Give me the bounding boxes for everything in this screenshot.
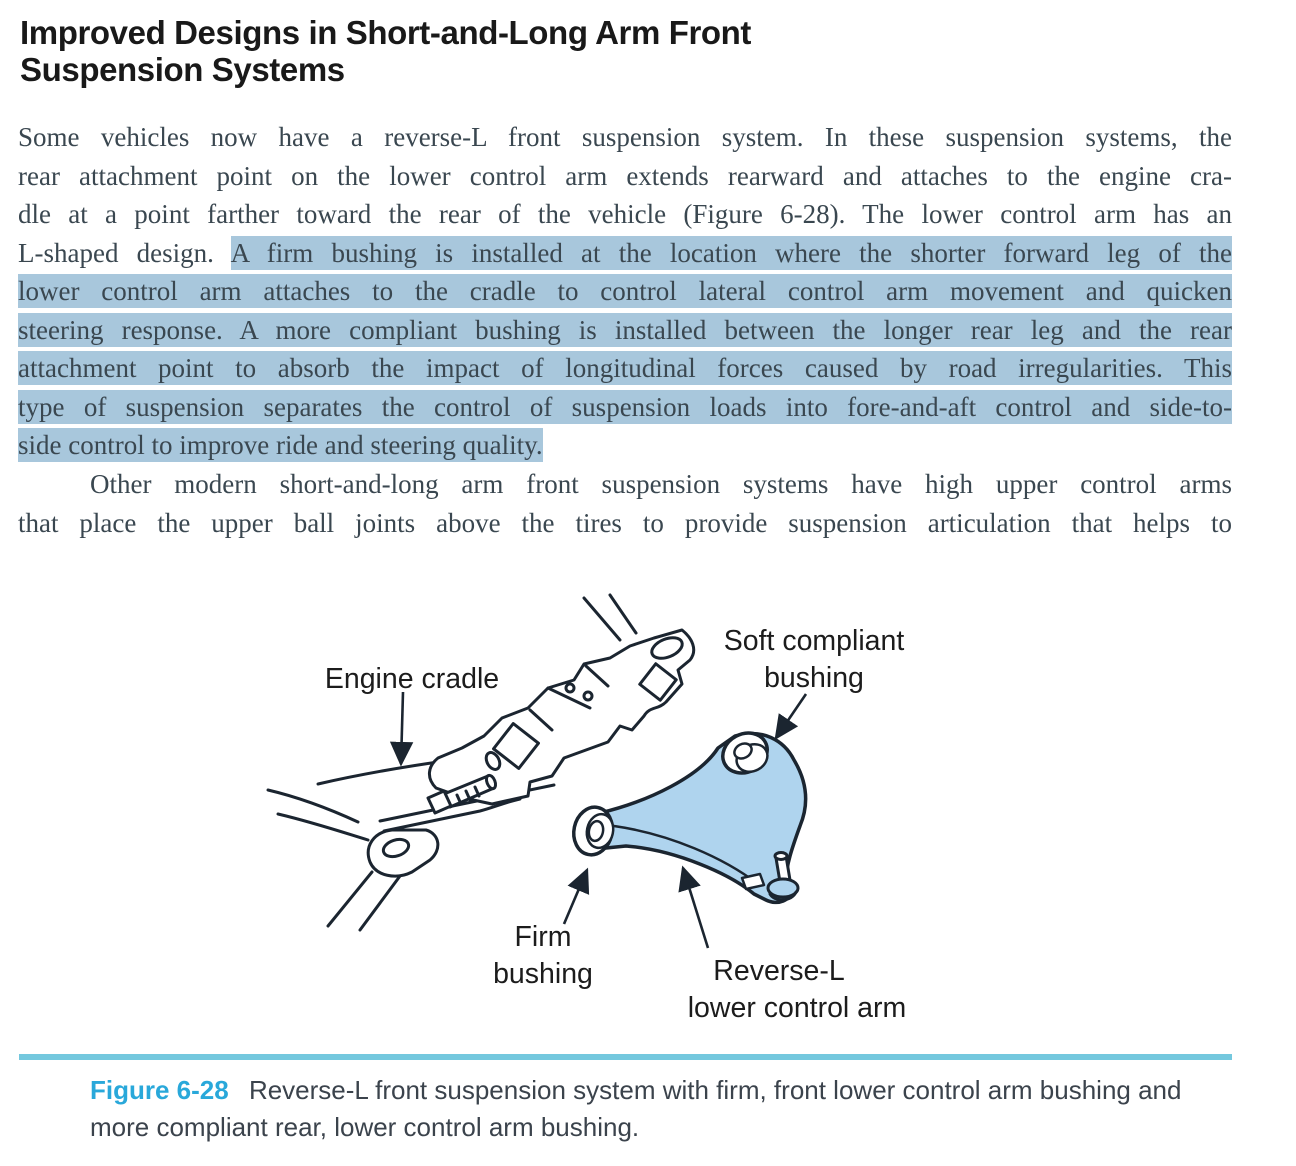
text-line bbox=[18, 504, 1232, 543]
text-segment: rear attachment point on the lower control arm extends rearward and attaches to the engine cra- bbox=[18, 160, 1232, 191]
text-segment: Reverse-L front suspension system with firm, front lower control arm bushing and bbox=[228, 1075, 1182, 1105]
figure-6-28-diagram bbox=[230, 588, 954, 1060]
text-segment: more compliant rear, lower control arm bushing. bbox=[90, 1112, 640, 1142]
text-segment: Some vehicles now have a reverse-L front suspension system. In these suspension systems, the bbox=[18, 122, 1232, 152]
reverse-l-label-1: Reverse-L bbox=[713, 955, 845, 987]
soft-compliant-label-1: Soft compliant bbox=[723, 625, 905, 657]
firm-bushing-leader bbox=[564, 870, 587, 924]
engine-cradle-drawing bbox=[268, 595, 694, 930]
text-line bbox=[18, 195, 1232, 234]
soft-compliant-label-2: bushing bbox=[764, 662, 864, 694]
engine-cradle-leader bbox=[401, 692, 403, 764]
text-segment: dle at a point farther toward the rear of the vehicle (Figure 6-28). The lower control arm has an bbox=[18, 199, 1232, 229]
text-line bbox=[18, 465, 1232, 504]
text-line bbox=[18, 388, 1232, 427]
firm-bushing-label-1: Firm bbox=[514, 921, 572, 953]
highlighted-text: attachment point to absorb the impact of longitudinal forces caused by road irregularities. This bbox=[18, 353, 1232, 383]
reverse-l-leader bbox=[683, 868, 708, 948]
soft-bushing-leader bbox=[776, 694, 806, 738]
engine-cradle-label: Engine cradle bbox=[324, 663, 500, 695]
text-line bbox=[90, 1072, 1240, 1109]
heading-line-2: Suspension Systems bbox=[20, 51, 345, 88]
text-line bbox=[18, 272, 1232, 311]
reverse-l-label-2: lower control arm bbox=[687, 992, 907, 1024]
highlighted-text: type of suspension separates the control of suspension loads into fore-and-aft control and side-to- bbox=[18, 391, 1232, 422]
firm-bushing-label-2: bushing bbox=[493, 958, 593, 990]
text-segment: Other modern short-and-long arm front suspension systems have high upper control arms bbox=[90, 469, 1232, 499]
paragraph-1 bbox=[18, 118, 1232, 465]
text-segment: L-shaped design. bbox=[18, 237, 231, 268]
figure-number-label: Figure 6-28 bbox=[90, 1075, 229, 1105]
caption-divider-rule bbox=[19, 1054, 1232, 1060]
text-line bbox=[18, 118, 1232, 157]
paragraph-2 bbox=[18, 465, 1232, 542]
heading-line-1: Improved Designs in Short-and-Long Arm Front bbox=[20, 14, 752, 51]
text-line bbox=[18, 349, 1232, 388]
highlighted-text: side control to improve ride and steering quality. bbox=[18, 430, 543, 460]
text-line bbox=[18, 234, 1232, 273]
text-line bbox=[18, 311, 1232, 350]
figure-caption bbox=[90, 1072, 1240, 1146]
highlighted-text: steering response. A more compliant bushing is installed between the longer rear leg and the rear bbox=[18, 314, 1232, 345]
highlighted-text: A firm bushing is installed at the location where the shorter forward leg of the bbox=[230, 237, 1232, 268]
text-line bbox=[18, 157, 1232, 196]
highlighted-text: lower control arm attaches to the cradle to control lateral control arm movement and quicken bbox=[18, 276, 1232, 306]
section-heading bbox=[20, 14, 751, 88]
control-arm-drawing bbox=[569, 725, 805, 902]
text-segment: that place the upper ball joints above the tires to provide suspension articulation that helps to bbox=[18, 507, 1232, 538]
text-line bbox=[90, 1109, 1240, 1146]
text-line bbox=[18, 426, 1232, 465]
